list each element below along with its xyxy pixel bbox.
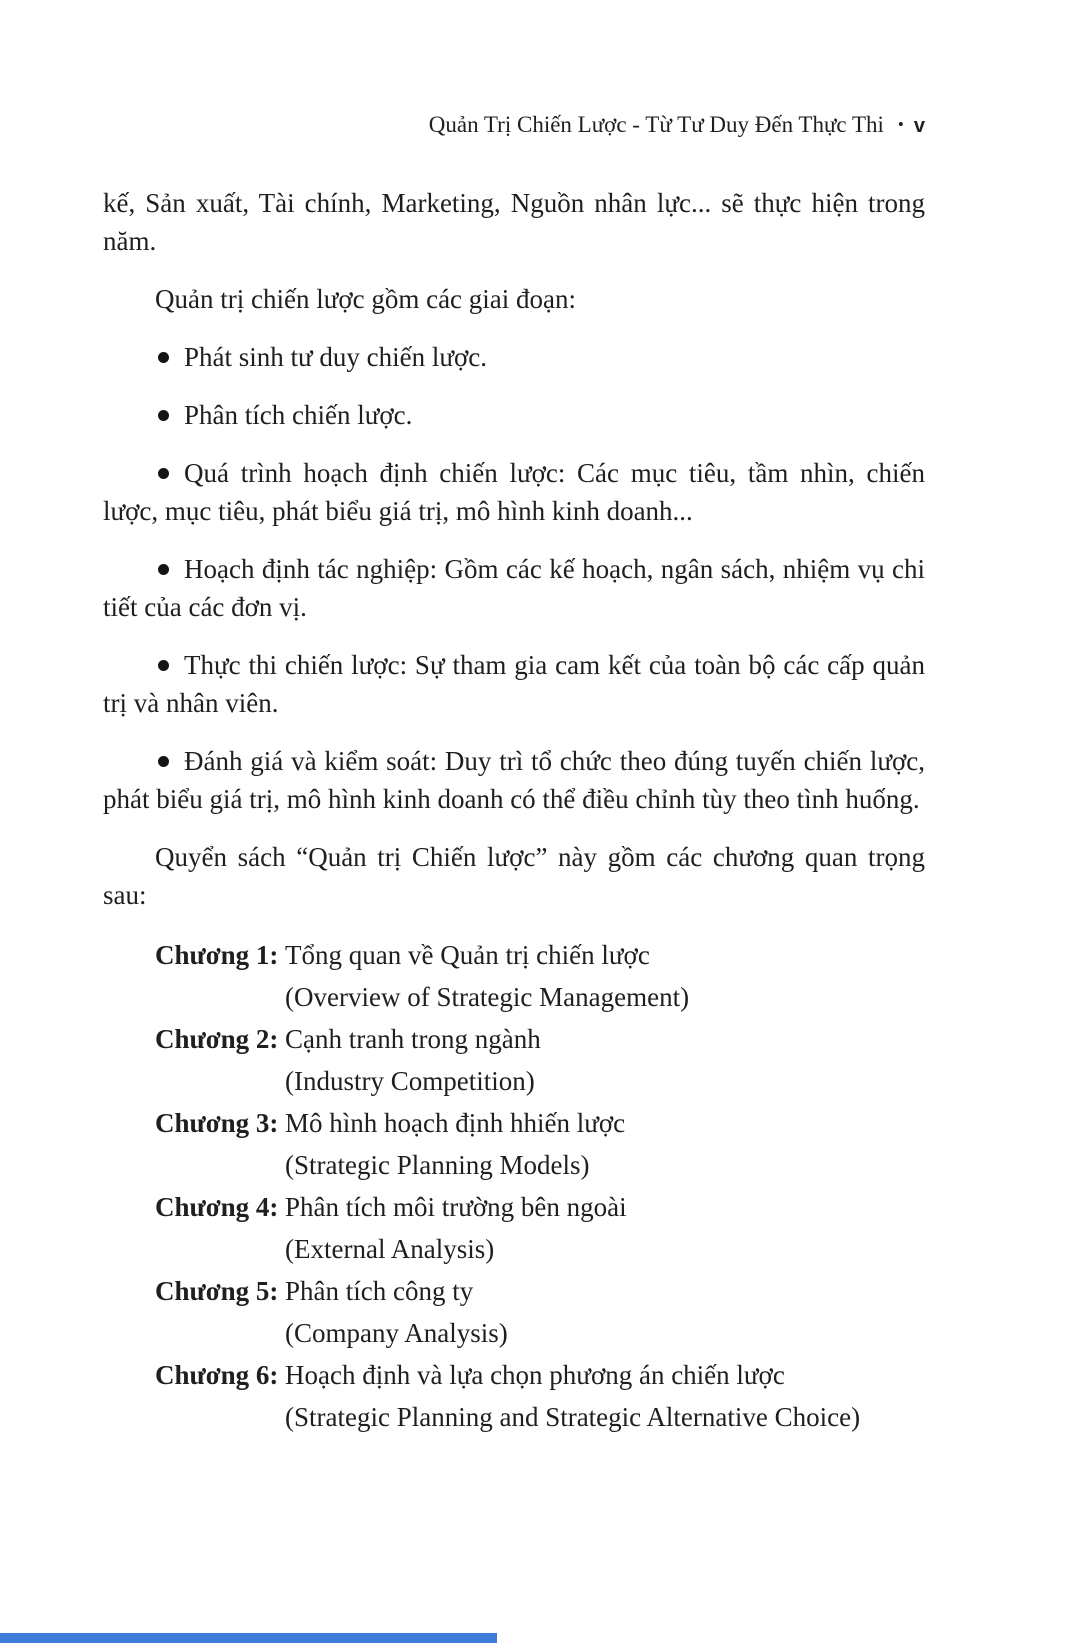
chapter-titles [285,1270,925,1354]
header-bullet-separator-icon: • [897,115,904,134]
chapter-title-en: (External Analysis) [285,1234,495,1264]
phases-intro-paragraph: Quản trị chiến lược gồm các giai đoạn: [155,284,577,314]
chapter-row [155,1102,925,1186]
bullet-icon [158,468,169,479]
list-item [103,646,925,722]
bullet-icon [158,660,169,671]
phase-text: Đánh giá và kiểm soát: Duy trì tổ chức theo đúng tuyến chiến lược, phát biểu giá trị, mô hình kinh doanh có thể điều chỉnh tùy theo tình huống. [103,746,925,814]
bullet-icon [158,352,169,363]
list-item [103,454,925,530]
chapter-label: Chương 5: [155,1276,279,1306]
chapter-titles [285,1354,925,1438]
continuation-paragraph: kế, Sản xuất, Tài chính, Marketing, Nguồn nhân lực... sẽ thực hiện trong năm. [103,188,925,256]
chapter-row [155,934,925,1018]
phase-text: Quá trình hoạch định chiến lược: Các mục tiêu, tầm nhìn, chiến lược, mục tiêu, phát biểu giá trị, mô hình kinh doanh... [103,458,925,526]
chapter-row [155,1354,925,1438]
body-text [103,184,925,1438]
chapter-title-vi: Cạnh tranh trong ngành [285,1024,541,1054]
chapter-titles [285,1102,925,1186]
chapter-title-en: (Strategic Planning Models) [285,1150,590,1180]
chapter-list [155,934,925,1438]
list-item [103,742,925,818]
bullet-icon [158,756,169,767]
page-number: v [913,115,925,137]
chapter-title-vi: Mô hình hoạch định hhiến lược [285,1108,626,1138]
running-header [103,112,925,139]
chapter-titles [285,934,925,1018]
bullet-icon [158,564,169,575]
chapter-title-en: (Strategic Planning and Strategic Alternative Choice) [285,1402,861,1432]
chapter-title-vi: Phân tích môi trường bên ngoài [285,1192,627,1222]
chapter-titles [285,1186,925,1270]
book-intro-paragraph: Quyển sách “Quản trị Chiến lược” này gồm các chương quan trọng sau: [103,842,925,910]
list-item [103,338,925,376]
chapter-title-vi: Tổng quan về Quản trị chiến lược [285,940,650,970]
chapter-title-en: (Overview of Strategic Management) [285,982,690,1012]
chapter-title-en: (Company Analysis) [285,1318,508,1348]
bullet-icon [158,410,169,421]
chapter-label: Chương 6: [155,1360,279,1390]
list-item [103,396,925,434]
phase-text: Phân tích chiến lược. [184,400,413,430]
list-item [103,550,925,626]
phase-text: Thực thi chiến lược: Sự tham gia cam kết của toàn bộ các cấp quản trị và nhân viên. [103,650,925,718]
chapter-titles [285,1018,925,1102]
phase-text: Phát sinh tư duy chiến lược. [184,342,488,372]
chapter-title-en: (Industry Competition) [285,1066,535,1096]
running-title: Quản Trị Chiến Lược - Từ Tư Duy Đến Thực Thi [428,112,884,137]
reading-progress-bar[interactable] [0,1633,497,1643]
chapter-row [155,1018,925,1102]
chapter-label: Chương 4: [155,1192,279,1222]
chapter-row [155,1270,925,1354]
chapter-title-vi: Phân tích công ty [285,1276,474,1306]
chapter-label: Chương 2: [155,1024,279,1054]
chapter-title-vi: Hoạch định và lựa chọn phương án chiến lược [285,1360,785,1390]
chapter-label: Chương 1: [155,940,279,970]
chapter-label: Chương 3: [155,1108,279,1138]
chapter-row [155,1186,925,1270]
phase-text: Hoạch định tác nghiệp: Gồm các kế hoạch, ngân sách, nhiệm vụ chi tiết của các đơn vị. [103,554,925,622]
